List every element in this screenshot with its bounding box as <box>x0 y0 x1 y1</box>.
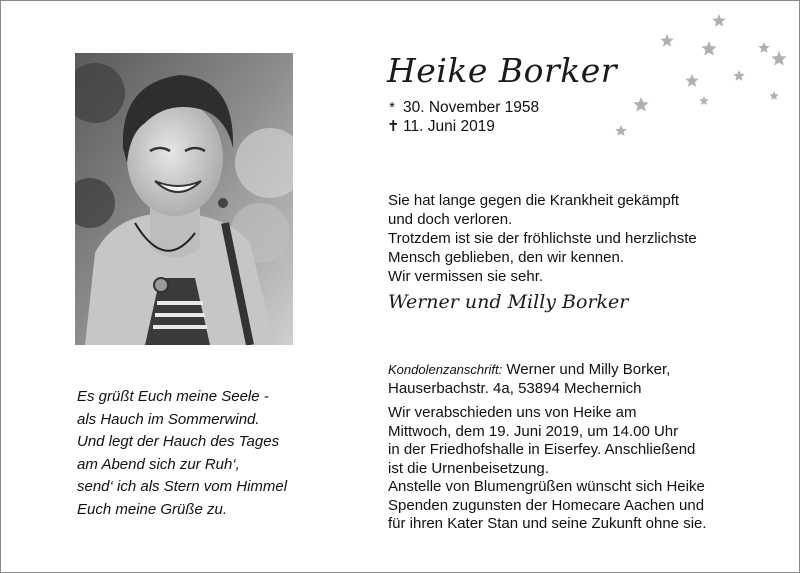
portrait-photo <box>75 53 293 345</box>
service-line: Wir verabschieden uns von Heike am <box>388 404 637 421</box>
service-details <box>388 404 707 534</box>
star-icon <box>699 96 709 105</box>
poem-line: am Abend sich zur Ruh‘, <box>77 455 240 473</box>
condolence-names: Werner und Milly Borker, <box>506 361 671 378</box>
star-icon <box>733 70 744 81</box>
poem-line: Es grüßt Euch meine Seele - <box>77 388 269 405</box>
star-icon <box>615 125 626 136</box>
message-line: und doch verloren. <box>388 211 513 228</box>
service-line: Anstelle von Blumengrüßen wünscht sich Heike <box>388 478 705 495</box>
star-icon <box>633 97 648 112</box>
deceased-name: Heike Borker <box>387 51 618 90</box>
birth-row <box>387 98 539 117</box>
service-line: ist die Urnenbeisetzung. <box>388 459 549 477</box>
condolence-label: Kondolenzanschrift: <box>388 362 503 377</box>
portrait-photo-icon <box>75 53 293 345</box>
poem-line: Euch meine Grüße zu. <box>77 500 228 518</box>
death-row <box>387 117 539 136</box>
star-icon <box>701 41 716 56</box>
star-icon <box>769 91 779 100</box>
message-line: Sie hat lange gegen die Krankheit gekämpft <box>388 192 680 209</box>
memorial-message <box>388 191 697 286</box>
life-dates <box>387 98 539 136</box>
poem-line: als Hauch im Sommerwind. <box>77 410 260 428</box>
service-line: in der Friedhofshalle in Eiserfey. Anschließend <box>388 441 696 458</box>
poem <box>77 386 287 521</box>
service-line: für ihren Kater Stan und seine Zukunft ohne sie. <box>388 515 707 532</box>
service-line: Mittwoch, dem 19. Juni 2019, um 14.00 Uhr <box>388 422 679 440</box>
service-line: Spenden zugunsten der Homecare Aachen und <box>388 496 705 514</box>
message-line: Wir vermissen sie sehr. <box>388 268 544 285</box>
condolence-street: Hauserbachstr. 4a, 53894 Mechernich <box>388 379 642 397</box>
message-line: Mensch geblieben, den wir kennen. <box>388 249 624 266</box>
birth-star-icon: * <box>389 99 395 116</box>
death-date: 11. Juni 2019 <box>403 118 495 135</box>
star-icon <box>771 51 786 66</box>
family-signature: Werner und Milly Borker <box>388 291 629 313</box>
condolence-address <box>388 361 670 398</box>
star-icon <box>685 74 698 87</box>
star-icon <box>712 14 725 27</box>
star-icon <box>758 42 769 53</box>
poem-line: Und legt der Hauch des Tages <box>77 433 280 450</box>
cross-icon: ✝ <box>387 118 400 135</box>
birth-date: 30. November 1958 <box>403 99 540 116</box>
poem-line: send‘ ich als Stern vom Himmel <box>77 478 288 495</box>
star-icon <box>660 34 673 47</box>
message-line: Trotzdem ist sie der fröhlichste und herzlichste <box>388 230 697 247</box>
